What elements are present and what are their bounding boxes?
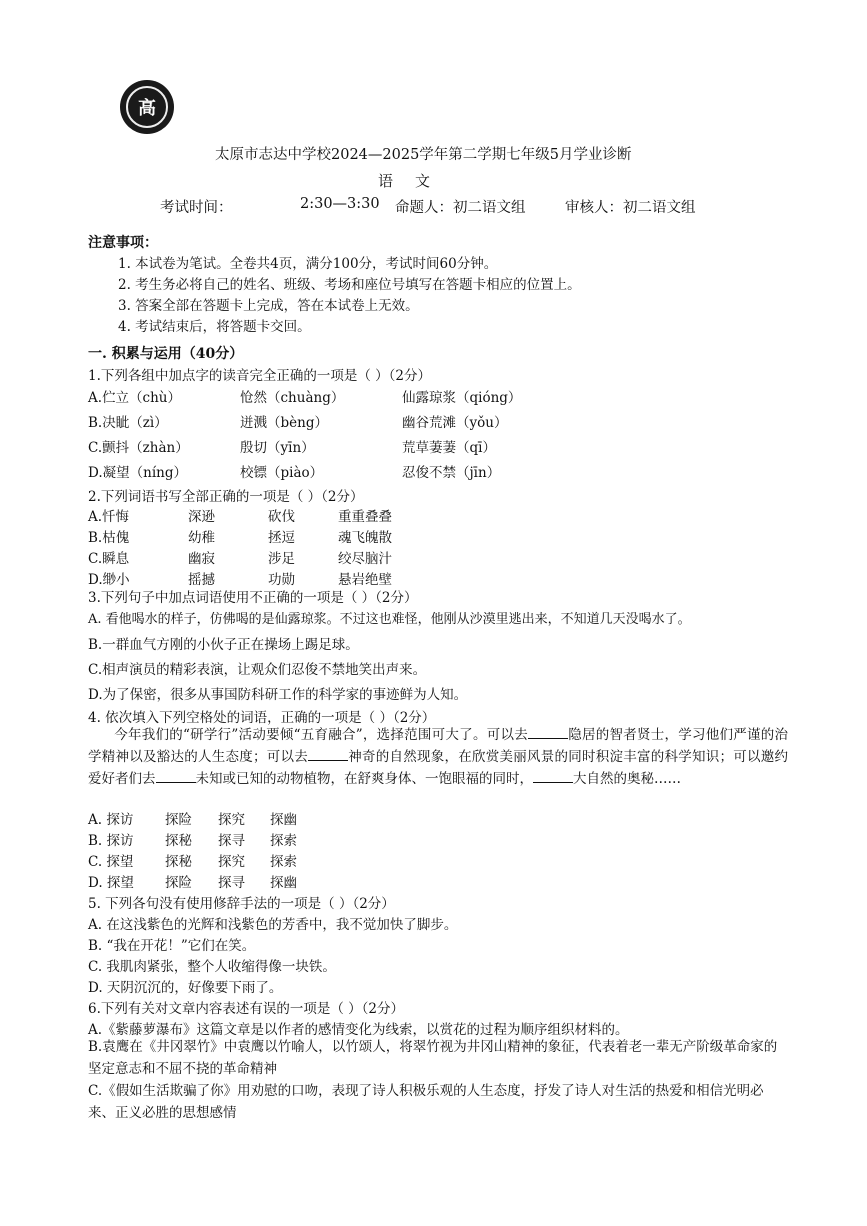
q3-stem: 3.下列句子中加点词语使用不正确的一项是（ ）（2分） <box>88 590 418 606</box>
q4-option: 探幽 <box>270 812 297 828</box>
seal-char: 高 <box>126 86 168 128</box>
school-seal-icon <box>120 80 174 134</box>
q2-option: 魂飞魄散 <box>338 530 392 546</box>
q2-option: 绞尽脑汁 <box>338 551 392 567</box>
fill-blank <box>533 770 573 783</box>
q1-option: B.决眦（zì） <box>88 415 168 431</box>
fill-blank <box>308 748 348 761</box>
q4-stem: 4. 依次填入下列空格处的词语，正确的一项是（ ）（2分） <box>88 710 436 726</box>
note-item: 3. 答案全部在答题卡上完成，答在本试卷上无效。 <box>118 298 419 314</box>
q4-passage <box>88 724 788 790</box>
subject-title: 语文 <box>378 172 453 190</box>
q1-option: 幽谷荒滩（yǒu） <box>402 415 508 431</box>
q2-option: 悬岩绝壁 <box>338 572 392 588</box>
q5-stem: 5. 下列各句没有使用修辞手法的一项是（ ）（2分） <box>88 896 395 912</box>
q3-option: A. 看他喝水的样子，仿佛喝的是仙露琼浆。不过这也难怪，他刚从沙漠里逃出来，不知道几天没喝水了。 <box>88 612 691 627</box>
q6-option-a: A.《紫藤萝瀑布》这篇文章是以作者的感情变化为线索，以赏花的过程为顺序组织材料的。 <box>88 1022 629 1038</box>
q6-stem: 6.下列有关对文章内容表述有误的一项是（ ）（2分） <box>88 1001 405 1017</box>
q1-option: 忍俊不禁（jīn） <box>402 465 501 481</box>
q4-option: 探寻 <box>218 875 245 891</box>
q4-option: C. 探望 <box>88 854 134 870</box>
q4-option: 探寻 <box>218 833 245 849</box>
q1-option: 荒草萋萋（qī） <box>402 440 496 456</box>
exam-time: 2:30—3:30 <box>300 196 380 212</box>
q2-option: 功勋 <box>268 572 295 588</box>
q3-option: B.一群血气方刚的小伙子正在操场上踢足球。 <box>88 637 359 653</box>
q6-option-c: C.《假如生活欺骗了你》用劝慰的口吻，表现了诗人积极乐观的人生态度，抒发了诗人对生活的热爱和相信光明必来、正义必胜的思想感情 <box>88 1083 764 1121</box>
q4-option: B. 探访 <box>88 833 134 849</box>
fill-blank <box>156 770 196 783</box>
reviewer: 审核人：初二语文组 <box>565 200 696 216</box>
q2-stem: 2.下列词语书写全部正确的一项是（ ）（2分） <box>88 489 364 505</box>
q4-option: 探索 <box>270 854 297 870</box>
q2-option: 摇撼 <box>188 572 215 588</box>
q2-option: B.枯傀 <box>88 530 130 546</box>
q4-option: 探秘 <box>165 833 192 849</box>
q1-option: 殷切（yīn） <box>240 440 315 456</box>
q5-option: A. 在这浅紫色的光辉和浅紫色的芳香中，我不觉加快了脚步。 <box>88 917 458 933</box>
exam-time-label: 考试时间： <box>160 200 233 216</box>
q1-option: C.颤抖（zhàn） <box>88 440 189 456</box>
q2-option: C.瞬息 <box>88 551 130 567</box>
q1-option: 迸溅（bèng） <box>240 415 328 431</box>
q5-option: B. “我在开花！”它们在笑。 <box>88 938 256 954</box>
q2-option: D.缈小 <box>88 572 130 588</box>
q2-option: A.忏悔 <box>88 509 130 525</box>
q4-option: D. 探望 <box>88 875 134 891</box>
q4-passage-part: 未知或已知的动物植物，在舒爽身体、一饱眼福的同时， <box>195 771 533 787</box>
q4-passage-part: 大自然的奥秘…… <box>573 771 681 787</box>
q4-option: 探究 <box>218 812 245 828</box>
exam-title: 太原市志达中学校2024—2025学年第二学期七年级5月学业诊断 <box>215 147 632 163</box>
section-heading: 一. 积累与运用（40分） <box>88 346 244 362</box>
q4-option: 探险 <box>165 875 192 891</box>
q4-option: A. 探访 <box>88 812 134 828</box>
q1-option: 校镖（piào） <box>240 465 324 481</box>
q2-option: 砍伐 <box>268 509 295 525</box>
q1-option: A.伫立（chù） <box>88 390 181 406</box>
q4-option: 探秘 <box>165 854 192 870</box>
q2-option: 重重叠叠 <box>338 509 392 525</box>
fill-blank <box>528 726 568 739</box>
q4-option: 探索 <box>270 833 297 849</box>
q1-option: 仙露琼浆（qióng） <box>402 390 522 406</box>
q4-passage-part: 神奇的自然现象，在欣赏美丽风景的同时积淀丰富的科学知识；可以邀约爱好者们去 <box>88 749 788 787</box>
note-item: 4. 考试结束后，将答题卡交回。 <box>118 319 311 335</box>
q5-option: D. 天阴沉沉的，好像要下雨了。 <box>88 980 283 996</box>
q4-option: 探究 <box>218 854 245 870</box>
q2-option: 深逊 <box>188 509 215 525</box>
q4-option: 探幽 <box>270 875 297 891</box>
q3-option: C.相声演员的精彩表演，让观众们忍俊不禁地笑出声来。 <box>88 662 427 678</box>
q5-option: C. 我肌肉紧张，整个人收缩得像一块铁。 <box>88 959 336 975</box>
q1-option: D.凝望（níng） <box>88 465 187 481</box>
q2-option: 拯逗 <box>268 530 295 546</box>
note-item: 2. 考生务必将自己的姓名、班级、考场和座位号填写在答题卡相应的位置上。 <box>118 277 581 293</box>
note-item: 1. 本试卷为笔试。全卷共4页，满分100分，考试时间60分钟。 <box>118 256 498 272</box>
author: 命题人：初二语文组 <box>395 200 526 216</box>
q4-option: 探险 <box>165 812 192 828</box>
q3-option: D.为了保密，很多从事国防科研工作的科学家的事迹鲜为人知。 <box>88 687 468 703</box>
q4-passage-part: 今年我们的“研学行”活动要倾“五育融合”，选择范围可大了。可以去 <box>114 727 528 743</box>
q2-option: 幽寂 <box>188 551 215 567</box>
q6-option-b: B.袁鹰在《井冈翠竹》中袁鹰以竹喻人，以竹颂人，将翠竹视为井冈山精神的象征，代表着老一辈无产阶级革命家的坚定意志和不屈不挠的革命精神 <box>88 1039 778 1077</box>
q2-option: 涉足 <box>268 551 295 567</box>
q2-option: 幼稚 <box>188 530 215 546</box>
notes-heading: 注意事项： <box>88 235 158 251</box>
q1-option: 怆然（chuàng） <box>240 390 345 406</box>
q1-stem: 1.下列各组中加点字的读音完全正确的一项是（ ）（2分） <box>88 368 432 384</box>
q4-passage-part: 隐居的智者贤士，学习他们严谨的治学精神以及豁达的人生态度；可以去 <box>88 727 788 765</box>
